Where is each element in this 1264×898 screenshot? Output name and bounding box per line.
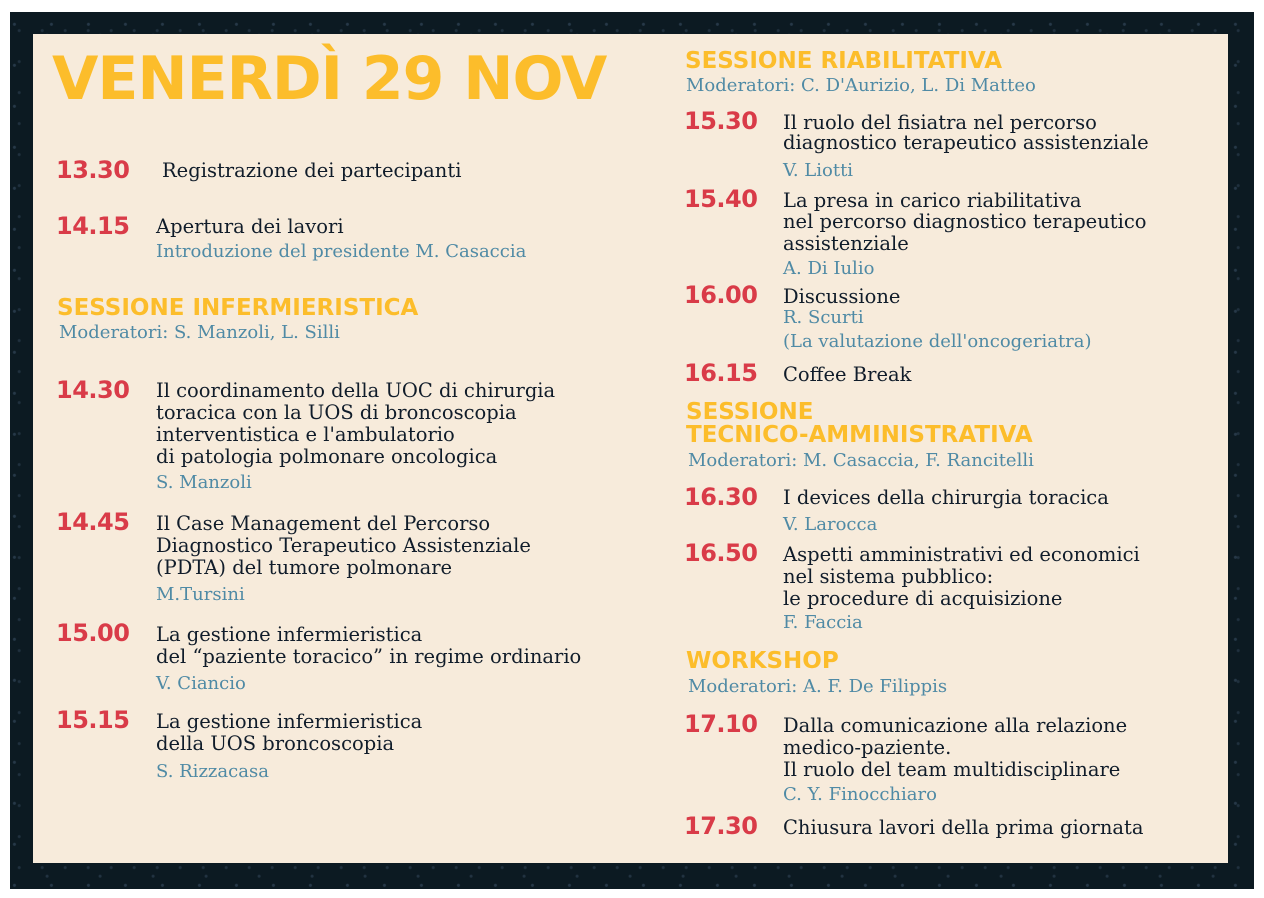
time-16-15: 16.15 (684, 359, 758, 387)
item-title: Discussione (783, 285, 901, 308)
session-heading: SESSIONE INFERMIERISTICA (57, 295, 419, 321)
time-17-10: 17.10 (684, 710, 758, 738)
time-15-00: 15.00 (56, 619, 130, 647)
item-line: Dalla comunicazione alla relazione (783, 714, 1128, 737)
item-speaker: R. Scurti (783, 307, 864, 328)
item-line: Il ruolo del team multidisciplinare (783, 758, 1121, 781)
item-line: assistenziale (783, 232, 909, 255)
item-speaker: A. Di Iulio (783, 258, 875, 279)
item-speaker: Introduzione del presidente M. Casaccia (156, 241, 527, 262)
item-line: medico-paziente. (783, 736, 952, 759)
item-line: La gestione infermieristica (156, 623, 423, 646)
item-speaker: S. Rizzacasa (156, 761, 269, 782)
item-speaker: V. Ciancio (156, 673, 246, 694)
time-15-15: 15.15 (56, 706, 130, 734)
item-line: Il ruolo del fisiatra nel percorso (783, 111, 1097, 134)
time-15-40: 15.40 (684, 185, 758, 213)
item-speaker: M.Tursini (156, 584, 245, 605)
page-title: VENERDÌ 29 NOV (52, 44, 607, 114)
session-heading: TECNICO-AMMINISTRATIVA (686, 422, 1033, 448)
session-moderators: Moderatori: M. Casaccia, F. Rancitelli (688, 450, 1034, 471)
item-speaker: V. Liotti (783, 160, 854, 181)
item-speaker: S. Manzoli (156, 472, 252, 493)
item-title: I devices della chirurgia toracica (783, 486, 1109, 509)
item-line: le procedure di acquisizione (783, 587, 1063, 610)
time-13-30: 13.30 (56, 156, 130, 184)
time-16-50: 16.50 (684, 539, 758, 567)
item-line: interventistica e l'ambulatorio (156, 423, 455, 446)
time-14-30: 14.30 (56, 376, 130, 404)
item-line: di patologia polmonare oncologica (156, 445, 498, 468)
time-17-30: 17.30 (684, 812, 758, 840)
time-16-30: 16.30 (684, 483, 758, 511)
session-moderators: Moderatori: A. F. De Filippis (688, 676, 948, 697)
item-note: (La valutazione dell'oncogeriatra) (783, 331, 1092, 352)
time-16-00: 16.00 (684, 281, 758, 309)
session-moderators: Moderatori: C. D'Aurizio, L. Di Matteo (686, 75, 1036, 96)
time-14-15: 14.15 (56, 212, 130, 240)
item-line: della UOS broncoscopia (156, 732, 395, 755)
item-line: Aspetti amministrativi ed economici (783, 543, 1140, 566)
item-line: diagnostico terapeutico assistenziale (783, 131, 1149, 154)
item-title: Apertura dei lavori (156, 215, 344, 238)
item-title: Coffee Break (783, 363, 912, 386)
item-line: nel sistema pubblico: (783, 565, 994, 588)
item-line: del “paziente toracico” in regime ordinario (156, 645, 582, 668)
time-14-45: 14.45 (56, 508, 130, 536)
item-line: Diagnostico Terapeutico Assistenziale (156, 534, 531, 557)
item-line: La presa in carico riabilitativa (783, 189, 1082, 212)
item-title: Chiusura lavori della prima giornata (783, 816, 1144, 839)
session-heading: SESSIONE (686, 399, 814, 425)
item-line: nel percorso diagnostico terapeutico (783, 210, 1147, 233)
item-line: (PDTA) del tumore polmonare (156, 556, 453, 579)
item-title: Registrazione dei partecipanti (162, 159, 462, 182)
session-heading: SESSIONE RIABILITATIVA (685, 48, 1003, 74)
time-15-30: 15.30 (684, 107, 758, 135)
session-heading: WORKSHOP (686, 648, 839, 674)
item-speaker: V. Larocca (783, 514, 878, 535)
item-line: toracica con la UOS di broncoscopia (156, 401, 517, 424)
item-line: Il Case Management del Percorso (156, 512, 491, 535)
item-speaker: C. Y. Finocchiaro (783, 784, 937, 805)
item-speaker: F. Faccia (783, 612, 863, 633)
item-line: Il coordinamento della UOC di chirurgia (156, 379, 556, 402)
item-line: La gestione infermieristica (156, 710, 423, 733)
session-moderators: Moderatori: S. Manzoli, L. Silli (59, 322, 340, 343)
